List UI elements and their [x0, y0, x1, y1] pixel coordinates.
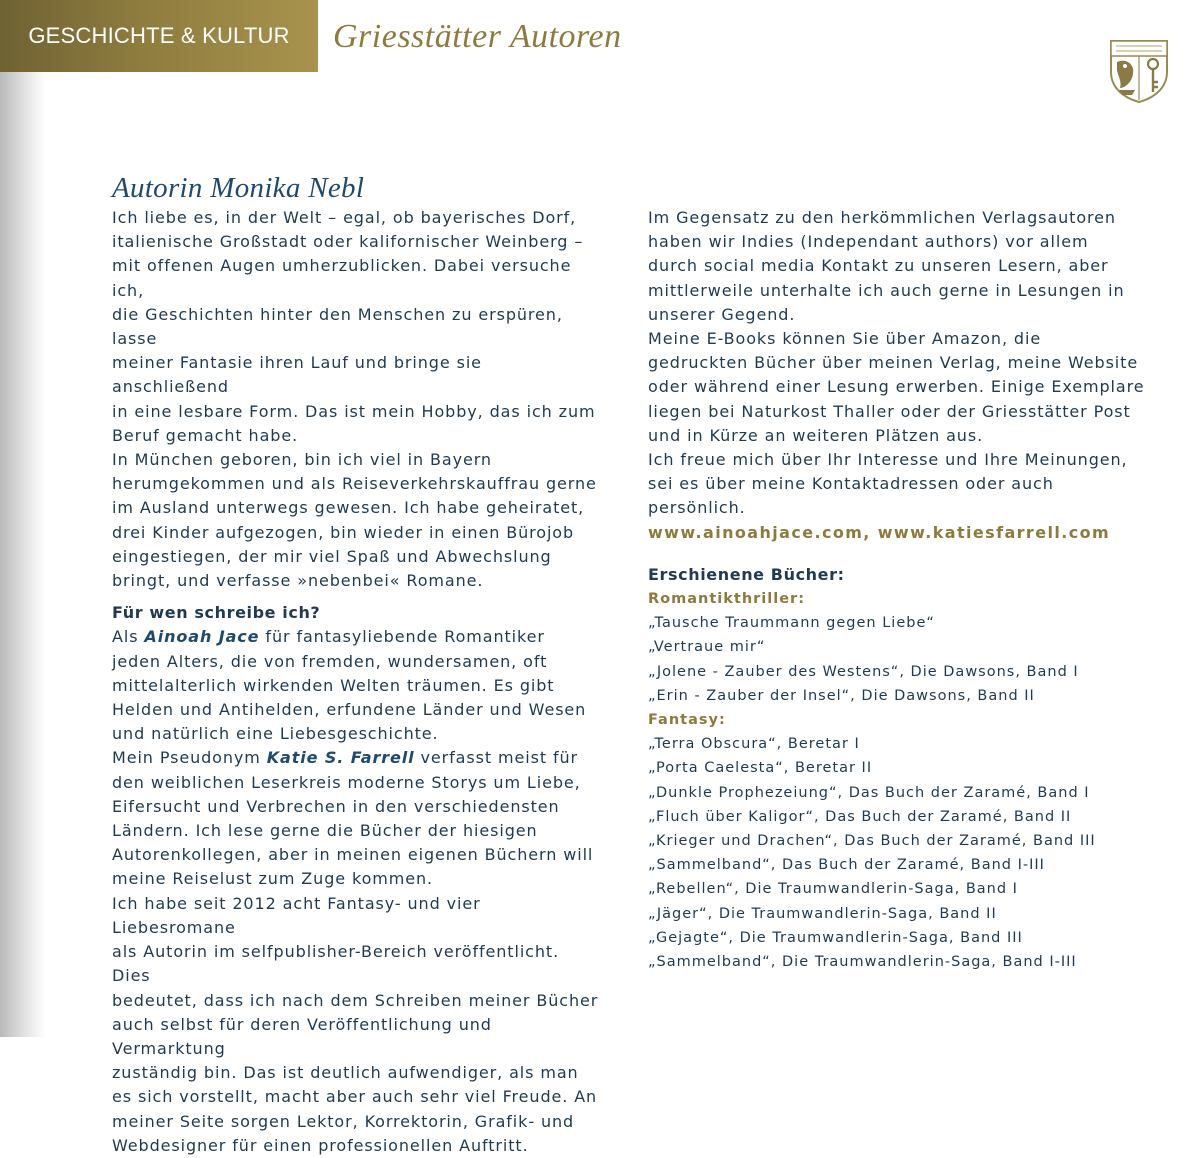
text-line: liegen bei Naturkost Thaller oder der Griesstätter Post	[648, 401, 1131, 421]
subheading: Für wen schreibe ich?	[112, 603, 321, 623]
text-line: Meine E-Books können Sie über Amazon, die	[648, 329, 1042, 349]
text-line: meiner Seite sorgen Lektor, Korrektorin, Grafik- und	[112, 1111, 575, 1131]
text-line: eingestiegen, der mir viel Spaß und Abwechslung	[112, 546, 552, 566]
book-item: „Tausche Traummann gegen Liebe“	[648, 615, 935, 632]
coat-of-arms-icon	[1108, 38, 1170, 104]
text-line: es sich vorstellt, macht aber auch sehr viel Freude. An	[112, 1087, 598, 1107]
text-line: In München geboren, bin ich viel in Bayern	[112, 450, 492, 470]
text-line: mit offenen Augen umherzublicken. Dabei versuche ich,	[112, 256, 572, 300]
book-category: Fantasy:	[648, 712, 726, 729]
website-links[interactable]: www.ainoahjace.com, www.katiesfarrell.com	[648, 522, 1111, 542]
paragraph-line: Mein Pseudonym Katie S. Farrell verfasst meist für	[112, 748, 579, 768]
book-list	[648, 587, 1148, 974]
author-title: Autorin Monika Nebl	[112, 172, 365, 204]
book-item: „Jolene - Zauber des Westens“, Die Dawsons, Band I	[648, 663, 1079, 680]
pseudonym-katie: Katie S. Farrell	[266, 748, 415, 768]
pseudonym-ainoah: Ainoah Jace	[144, 627, 260, 647]
text-line: Beruf gemacht habe.	[112, 425, 299, 445]
book-item: „Erin - Zauber der Insel“, Die Dawsons, Band II	[648, 687, 1035, 704]
section-header-tab	[0, 0, 318, 72]
text-line: Ich liebe es, in der Welt – egal, ob bayerisches Dorf,	[112, 208, 577, 227]
paragraph-line: Als Ainoah Jace für fantasyliebende Romantiker	[112, 627, 545, 647]
text-line: Ich freue mich über Ihr Interesse und Ihre Meinungen,	[648, 450, 1128, 470]
text-line: den weiblichen Leserkreis moderne Storys um Liebe,	[112, 772, 581, 792]
text-line: mittelalterlich wirkenden Welten träumen. Es gibt	[112, 675, 555, 695]
text-line: in eine lesbare Form. Das ist mein Hobby, das ich zum	[112, 401, 596, 421]
left-column	[112, 170, 602, 1158]
paragraph-ainoah	[112, 650, 602, 747]
text-line: mittlerweile unterhalte ich auch gerne in Lesungen in	[648, 280, 1125, 300]
books-heading: Erschienene Bücher:	[648, 564, 845, 584]
text-line: auch selbst für deren Veröffentlichung und Vermarktung	[112, 1014, 492, 1058]
text-line: bringt, und verfasse »nebenbei« Romane.	[112, 571, 484, 591]
text-line: die Geschichten hinter den Menschen zu erspüren, lasse	[112, 304, 563, 349]
book-item: „Rebellen“, Die Traumwandlerin-Saga, Band I	[648, 881, 1018, 898]
text-line: und in Kürze an weiteren Plätzen aus.	[648, 425, 984, 445]
text-line: unserer Gegend.	[648, 304, 796, 324]
book-item: „Sammelband“, Die Traumwandlerin-Saga, Band I-III	[648, 954, 1077, 971]
text-line: Webdesigner für einen professionellen Auftritt.	[112, 1135, 529, 1155]
book-item: „Fluch über Kaligor“, Das Buch der Zaramé, Band II	[648, 808, 1072, 825]
page-title: Griesstätter Autoren	[333, 18, 622, 55]
text-line: im Ausland unterwegs gewesen. Ich habe geheiratet,	[112, 498, 585, 518]
text-line: durch social media Kontakt zu unseren Lesern, aber	[648, 256, 1109, 276]
book-item: „Jäger“, Die Traumwandlerin-Saga, Band II	[648, 905, 997, 922]
text-line: gedruckten Bücher über meinen Verlag, meine Website	[648, 353, 1139, 373]
text-line: herumgekommen und als Reiseverkehrskauffrau gerne	[112, 474, 597, 494]
book-item: „Terra Obscura“, Beretar I	[648, 736, 860, 753]
text-line: jeden Alters, die von fremden, wundersamen, oft	[112, 651, 548, 671]
book-item: „Porta Caelesta“, Beretar II	[648, 760, 873, 777]
book-item: „Sammelband“, Das Buch der Zaramé, Band I-III	[648, 857, 1045, 874]
text-line: drei Kinder aufgezogen, bin wieder in einen Bürojob	[112, 522, 575, 542]
text-line: und natürlich eine Liebesgeschichte.	[112, 724, 439, 744]
text-line: oder während einer Lesung erwerben. Einige Exemplare	[648, 377, 1145, 397]
book-item: „Vertraue mir“	[648, 639, 766, 656]
text-line: als Autorin im selfpublisher-Bereich veröffentlicht. Dies	[112, 942, 560, 986]
text-line: meine Reiselust zum Zuge kommen.	[112, 869, 434, 889]
intro-text	[112, 206, 602, 593]
book-item: „Gejagte“, Die Traumwandlerin-Saga, Band III	[648, 929, 1023, 946]
page-spine-shadow	[0, 0, 46, 1037]
text-line: Ich habe seit 2012 acht Fantasy- und vier Liebesromane	[112, 893, 481, 937]
text-line: sei es über meine Kontaktadressen oder auch	[648, 474, 1054, 494]
text-line: Autorenkollegen, aber in meinen eigenen Büchern will	[112, 845, 594, 865]
book-item: „Krieger und Drachen“, Das Buch der Zaramé, Band III	[648, 833, 1096, 850]
book-category: Romantikthriller:	[648, 591, 805, 608]
section-label: GESCHICHTE & KULTUR	[28, 23, 290, 48]
right-text	[648, 206, 1148, 521]
paragraph-katie	[112, 771, 602, 1158]
text-line: Helden und Antihelden, erfundene Länder und Wesen	[112, 700, 587, 720]
text-line: bedeutet, dass ich nach dem Schreiben meiner Bücher	[112, 990, 599, 1010]
text-line: Im Gegensatz zu den herkömmlichen Verlagsautoren	[648, 208, 1116, 227]
right-column	[648, 206, 1148, 974]
text-line: persönlich.	[648, 498, 746, 518]
text-line: zuständig bin. Das ist deutlich aufwendiger, als man	[112, 1063, 579, 1083]
text-line: Ländern. Ich lese gerne die Bücher der hiesigen	[112, 821, 538, 841]
text-line: italienische Großstadt oder kalifornischer Weinberg –	[112, 232, 584, 252]
text-line: Eifersucht und Verbrechen in den verschiedensten	[112, 796, 560, 816]
book-item: „Dunkle Prophezeiung“, Das Buch der Zaramé, Band I	[648, 784, 1090, 801]
text-line: meiner Fantasie ihren Lauf und bringe sie anschließend	[112, 353, 482, 397]
text-line: haben wir Indies (Independant authors) vor allem	[648, 232, 1089, 252]
